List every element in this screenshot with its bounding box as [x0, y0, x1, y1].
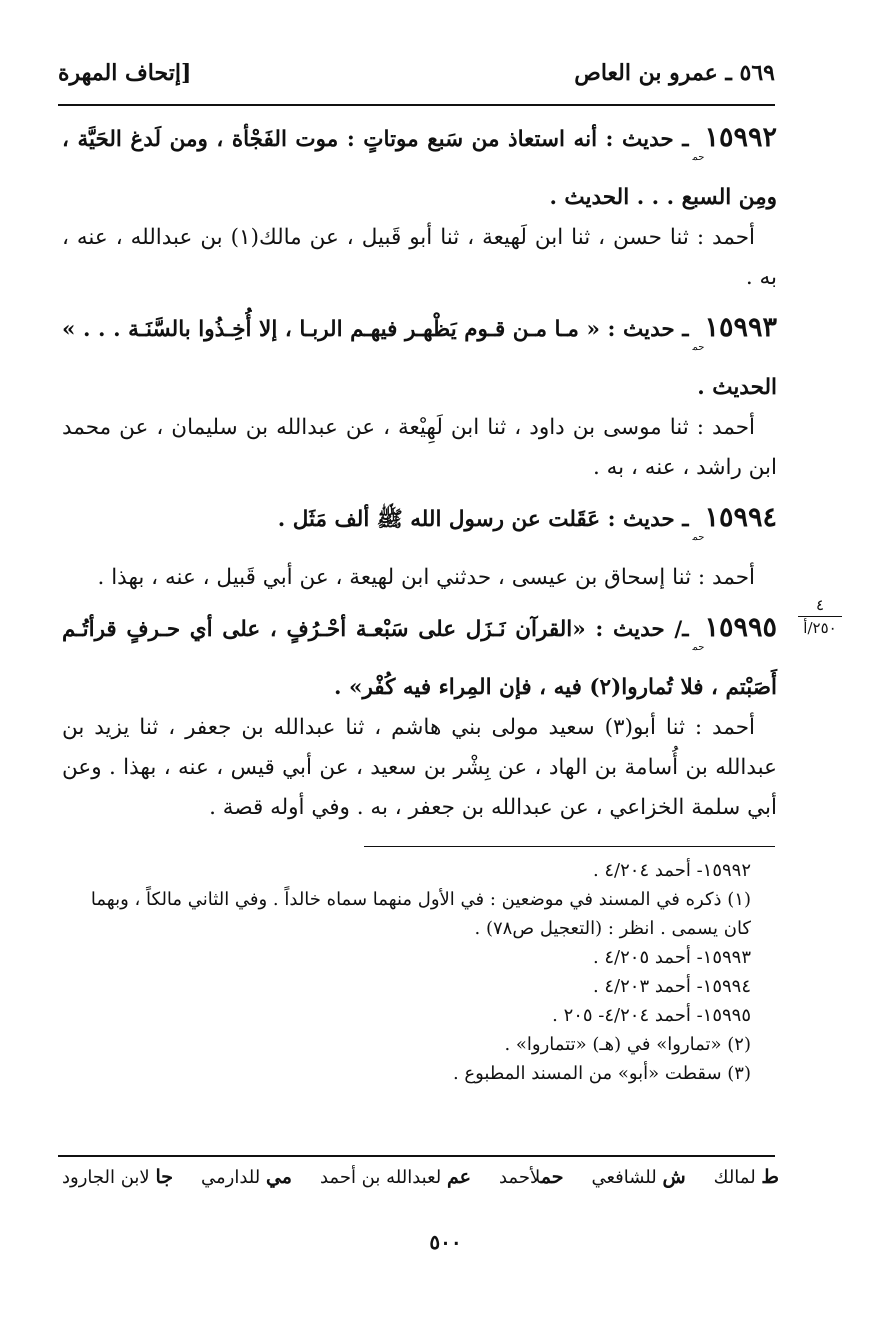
footnote-divider — [364, 846, 775, 847]
hadith-entry — [62, 308, 777, 488]
hadith-entry — [62, 498, 777, 598]
running-header — [58, 56, 775, 90]
folio-number: ٢٥٠/أ — [803, 619, 837, 637]
isnad-text: أحمد : ثنا أبو(٣) سعيد مولى بني هاشم ، ثنا عبدالله بن جعفر ، ثنا يزيد بن عبدالله بن أُسامة بن الهاد ، عن بِشْر بن سعيد ، عن أبي قيس ، عنه ، بهذا . وعن أبي سلمة الخزاعي ، عن عبدالله بن جعفر ، به . وفي أوله قصة . — [62, 715, 777, 820]
hadith-number: ١٥٩٩٤ — [704, 502, 777, 533]
legend-item: ط لمالك — [713, 1166, 779, 1188]
legend-divider — [58, 1155, 775, 1157]
hadith-heading — [62, 498, 777, 558]
hadith-number: ١٥٩٩٢ — [704, 122, 777, 153]
legend-item: مي للدارمي — [200, 1166, 292, 1188]
manuscript-folio-note — [792, 596, 848, 637]
isnad-text: أحمد : ثنا إسحاق بن عيسى ، حدثني ابن لهيعة ، عن أبي قَبيل ، عنه ، بهذا . — [97, 565, 755, 590]
isnad-text: أحمد : ثنا حسن ، ثنا ابن لَهيعة ، ثنا أبو قَبيل ، عن مالك(١) بن عبدالله ، عنه ، به . — [62, 225, 777, 290]
source-code: حم — [692, 152, 705, 163]
hadith-text: ـ/ حديث : «القرآن نَـزَل على سَبْعـة أحْـرُفٍ ، على أي حـرفٍ قرأتُـم أَصَبْتم ، فلا تُماروا(٢) فيه ، فإن المِراء فيه كُفْر» . — [62, 617, 777, 700]
source-code: حم — [692, 642, 705, 653]
footnote: (٢) «تماروا» في (هـ) «تتماروا» . — [504, 1034, 751, 1055]
header-divider — [58, 104, 775, 106]
legend-item: جا لابن الجارود — [62, 1166, 173, 1188]
page-number: ٥٠٠ — [429, 1230, 462, 1254]
footnote: (٣) سقطت «أبو» من المسند المطبوع . — [452, 1063, 751, 1084]
folio-divider — [798, 616, 842, 617]
source-legend — [62, 1166, 779, 1188]
header-chapter: ٥٦٩ ـ عمرو بن العاص — [574, 60, 775, 86]
folio-volume: ٤ — [815, 596, 825, 614]
hadith-heading — [62, 608, 777, 708]
footnote: ١٥٩٩٣- أحمد ٤/٢٠٥ . — [592, 947, 751, 968]
hadith-number: ١٥٩٩٥ — [704, 612, 777, 643]
hadith-heading — [62, 308, 777, 408]
hadith-text: ـ حديث : « مـا مـن قـوم يَظْهـر فيهـم الربـا ، إلا أُخِـذُوا بالسَّنَـة . . . » الحديث . — [62, 317, 777, 400]
hadith-text: ـ حديث : أنه استعاذ من سَبع موتاتٍ : موت الفَجْأة ، ومن لَدغ الحَيَّة ، ومِن السبع . . . الحديث . — [62, 127, 777, 210]
legend-item: ش للشافعي — [591, 1166, 686, 1188]
source-code: حم — [692, 342, 705, 353]
footnote: (١) ذكره في المسند في موضعين : في الأول منهما سماه خالداً . وفي الثاني مالكاً ، وبهما كان يسمى . انظر : (التعجيل ص٧٨) . — [90, 889, 751, 939]
hadith-entry — [62, 118, 777, 298]
legend-item: عم لعبدالله بن أحمد — [319, 1166, 471, 1188]
hadith-entry — [62, 608, 777, 828]
hadith-number: ١٥٩٩٣ — [704, 312, 777, 343]
legend-item: حملأحمد — [498, 1166, 564, 1188]
header-book-title: [إتحاف المهرة — [58, 60, 192, 86]
isnad-text: أحمد : ثنا موسى بن داود ، ثنا ابن لَهِيْعة ، عن عبدالله بن سليمان ، عن محمد ابن راشد ، عنه ، به . — [62, 415, 777, 480]
footnote: ١٥٩٩٤- أحمد ٤/٢٠٣ . — [592, 976, 751, 997]
hadith-heading — [62, 118, 777, 218]
main-text — [62, 118, 777, 838]
footnote: ١٥٩٩٥- أحمد ٤/٢٠٤- ٢٠٥ . — [552, 1005, 751, 1026]
footnotes — [62, 856, 751, 1088]
hadith-text: ـ حديث : عَقَلت عن رسول الله ﷺ ألف مَثَل . — [277, 507, 689, 532]
source-code: حم — [692, 532, 705, 543]
footnote: ١٥٩٩٢- أحمد ٤/٢٠٤ . — [592, 860, 751, 881]
